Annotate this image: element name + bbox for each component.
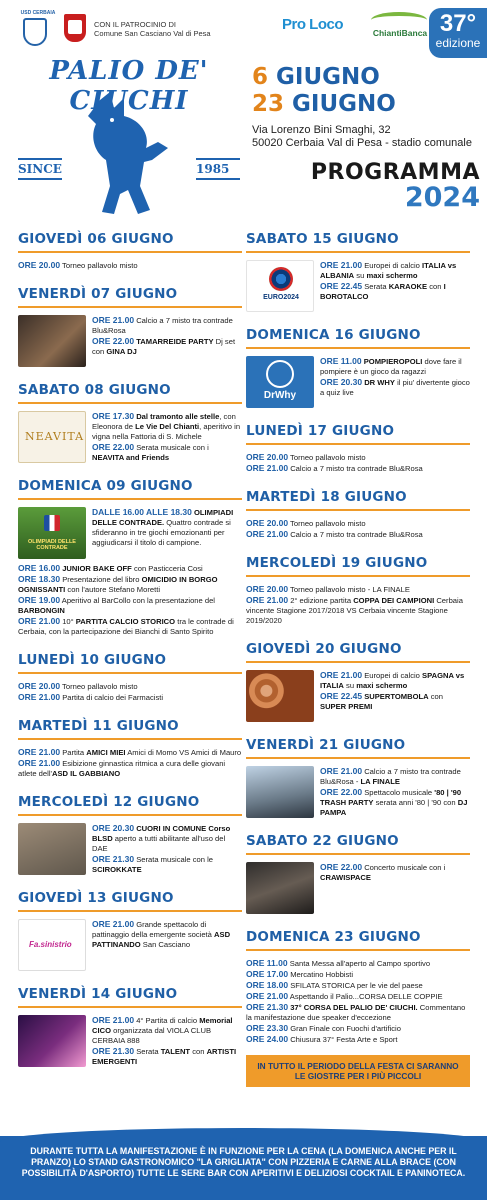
event-highlight: '80 | '90 TRASH PARTY	[320, 788, 462, 807]
palio-logo	[14, 50, 244, 220]
event-block	[18, 315, 242, 367]
event-highlight: AMICI MIEI	[86, 748, 126, 757]
event-highlight: ARTISTI EMERGENTI	[92, 1047, 237, 1066]
event-time: ORE 20.00	[18, 260, 61, 270]
header	[0, 0, 487, 222]
date-end-month: GIUGNO	[292, 91, 396, 117]
event-text: serata anni '80 | '90 con	[375, 798, 456, 807]
tombola-photo	[246, 670, 314, 722]
event	[320, 670, 470, 691]
event-time: ORE 11.00	[320, 356, 362, 366]
event-text: aperto a tutti abilitante all'uso del DAE	[92, 834, 226, 853]
event-text: con Pasticceria Cosi	[133, 564, 203, 573]
address-line-2: 50020 Cerbaia Val di Pesa - stadio comunale	[252, 137, 472, 149]
event-highlight: 37° CORSA DEL PALIO DE' CIUCHI.	[290, 1003, 418, 1012]
event-text: Quattro contrade si sfideranno in tre giochi emozionanti per aggiudicarsi il titolo di campione.	[92, 518, 231, 547]
date-end	[252, 91, 484, 118]
day-20-giugno	[246, 638, 470, 722]
neavita-logo	[18, 411, 86, 463]
event-time: ORE 21.00	[320, 766, 363, 776]
day-title: GIOVEDÌ 06 GIUGNO	[18, 228, 242, 253]
event	[92, 854, 242, 875]
patrocinio-line-1: CON IL PATROCINIO DI	[94, 20, 176, 29]
event	[246, 529, 470, 540]
edition-word: edizione	[435, 36, 481, 50]
event-text: San Casciano	[142, 940, 191, 949]
event-highlight: CUORI IN COMUNE	[136, 824, 207, 833]
dj-pampa-photo	[246, 766, 314, 818]
event-text: su	[346, 681, 355, 690]
event-text: Chiusura 37° Festa Arte e Sport	[290, 1035, 398, 1044]
event-text: SFILATA STORICA per le vie del paese	[290, 981, 423, 990]
event-highlight: ITALIA vs ALBANIA	[320, 261, 457, 280]
day-title: DOMENICA 16 GIUGNO	[246, 324, 470, 349]
event-highlight: SPAGNA vs ITALIA	[320, 671, 465, 690]
event	[92, 315, 242, 336]
event-text: Commentano la manifestazione due speaker d'eccezione	[246, 1003, 466, 1022]
footer-text: DURANTE TUTTA LA MANIFESTAZIONE È IN FUNZIONE PER LA CENA (LA DOMENICA ANCHE PER IL PRANZO) LO STAND GASTRONOMICO "LA GRIGLIATA" CON PIZZERIA E CARNE ALLA BRACE (CON POSSIBILITÀ D'ASPORTO) TUTTE LE SERE BAR CON APERITIVI E DELIZIOSI COCKTAIL E PANINOTECA.	[21, 1146, 466, 1178]
event-text: organizzata dal VIOLA CLUB CERBAIA 888	[92, 1026, 212, 1045]
event-block	[246, 260, 470, 312]
event-text: Calcio a 7 misto tra contrade Blu&Rosa	[92, 316, 233, 335]
day-title: VENERDÌ 07 GIUGNO	[18, 283, 242, 308]
event	[92, 919, 242, 950]
event-text: Dj set con	[92, 337, 236, 356]
event-text: Partita	[62, 748, 85, 757]
event	[246, 1023, 470, 1034]
event-time: ORE 22.45	[320, 281, 363, 291]
event-highlight: Corso BLSD	[92, 824, 231, 843]
day-title: MERCOLEDÌ 19 GIUGNO	[246, 552, 470, 577]
event-time: ORE 21.00	[18, 616, 61, 626]
founding-year: 1985	[196, 156, 240, 182]
day-title: SABATO 15 GIUGNO	[246, 228, 470, 253]
event	[246, 1034, 470, 1045]
group-photo	[18, 823, 86, 875]
day-14-giugno	[18, 983, 242, 1067]
euro2024-logo-text: EURO2024	[263, 294, 299, 301]
event-text: con l'autore Stefano Moretti	[67, 585, 161, 594]
day-title: VENERDÌ 14 GIUGNO	[18, 983, 242, 1008]
pattinando-logo	[18, 919, 86, 971]
event	[246, 980, 470, 991]
day-title: GIOVEDÌ 13 GIUGNO	[18, 887, 242, 912]
olimpiadi-image-text: OLIMPIADI DELLE CONTRADE	[28, 539, 76, 551]
event-time: ORE 20.30	[320, 377, 363, 387]
day-19-giugno	[246, 552, 470, 626]
address-line-1: Via Lorenzo Bini Smaghi, 32	[252, 124, 391, 136]
since-label: SINCE	[18, 156, 62, 182]
event	[18, 747, 242, 758]
event-text: 10°	[62, 617, 74, 626]
event-text: Serata	[364, 282, 387, 291]
giostre-note: IN TUTTO IL PERIODO DELLA FESTA CI SARANNO LE GIOSTRE PER I PIÙ PICCOLI	[246, 1055, 470, 1087]
event-time: ORE 11.00	[246, 958, 288, 968]
event-time: ORE 22.00	[92, 442, 135, 452]
event-text: con	[430, 692, 443, 701]
event	[92, 411, 242, 442]
event-list	[320, 670, 470, 722]
event-time: ORE 19.00	[18, 595, 61, 605]
event	[320, 377, 470, 398]
drwhy-logo-text: DrWhy	[263, 390, 297, 401]
event-text: dove fare il pompiere è un gioco da ragazzi	[320, 357, 462, 376]
event-highlight: OLIMPIADI DELLE CONTRADE.	[92, 508, 234, 527]
event-time: ORE 20.00	[246, 518, 289, 528]
event-text: Europei di calcio	[364, 671, 420, 680]
event-time: ORE 22.00	[320, 787, 363, 797]
event-time: ORE 21.00	[92, 1015, 135, 1025]
event-highlight: SUPER PREMI	[320, 702, 373, 711]
event-time: DALLE 16.00 ALLE 18.30	[92, 507, 192, 517]
edition-number: 37°	[439, 10, 477, 37]
event	[92, 1046, 242, 1067]
event-time: ORE 21.00	[92, 919, 135, 929]
event	[320, 691, 470, 712]
event-text: Aperitivo al BarCollo con la presentazione del	[61, 596, 215, 605]
event-time: ORE 20.00	[246, 452, 289, 462]
event-highlight: NEAVITA and Friends	[92, 453, 170, 462]
event	[246, 452, 470, 463]
pattinando-logo-text: Fa.sinistrio	[29, 940, 72, 949]
event-time: ORE 21.00	[246, 991, 289, 1001]
day-06-giugno	[18, 228, 242, 271]
event-text: Torneo pallavolo misto	[62, 261, 138, 270]
event-highlight: TALENT	[160, 1047, 191, 1056]
shield-icon	[23, 18, 47, 46]
day-10-giugno	[18, 649, 242, 703]
event	[320, 766, 470, 787]
event-block	[246, 356, 470, 408]
patrocinio-text	[94, 20, 211, 38]
sponsor-logos	[0, 6, 487, 52]
event-text: Presentazione del libro	[62, 575, 140, 584]
edition-badge	[429, 8, 487, 58]
day-08-giugno	[18, 379, 242, 463]
event-time: ORE 21.30	[92, 1046, 135, 1056]
event-block	[246, 766, 470, 818]
event-time: ORE 18.00	[246, 980, 289, 990]
neavita-logo-text: NEAVITA	[25, 430, 85, 443]
event-time: ORE 20.00	[246, 584, 289, 594]
date-end-day: 23	[252, 91, 285, 117]
event-time: ORE 20.30	[92, 823, 135, 833]
day-12-giugno	[18, 791, 242, 875]
event-time: ORE 21.30	[92, 854, 135, 864]
date-start-month: GIUGNO	[276, 64, 380, 90]
event-list	[320, 356, 470, 408]
flag-icon	[44, 515, 60, 531]
event	[18, 595, 242, 616]
event-text: Calcio a 7 misto tra contrade Blu&Rosa -	[320, 767, 461, 786]
euro2024-logo	[246, 260, 314, 312]
event-text: Santa Messa all'aperto al Campo sportivo	[289, 959, 431, 968]
day-11-giugno	[18, 715, 242, 779]
event-time: ORE 21.00	[320, 260, 363, 270]
event	[246, 958, 470, 969]
event-list	[320, 260, 470, 312]
day-title: MARTEDÌ 11 GIUGNO	[18, 715, 242, 740]
event-text: Torneo pallavolo misto	[290, 453, 366, 462]
event-time: ORE 21.00	[246, 463, 289, 473]
event	[246, 595, 470, 626]
event-list	[92, 823, 242, 875]
event-text: Concerto musicale con i	[364, 863, 446, 872]
programma-year: 2024	[404, 182, 480, 213]
event-highlight: SCIROKKATE	[92, 865, 142, 874]
event-list	[320, 862, 470, 914]
event	[320, 260, 470, 281]
club-logo	[18, 10, 56, 50]
event-block	[18, 1015, 242, 1067]
event	[320, 281, 470, 302]
event-highlight: maxi schermo	[366, 271, 418, 280]
event-time: ORE 21.00	[246, 595, 289, 605]
event	[92, 1015, 242, 1046]
event-text: Serata musicale con le	[136, 855, 214, 864]
event-text: Torneo pallavolo misto - LA FINALE	[290, 585, 410, 594]
event-time: ORE 17.30	[92, 411, 135, 421]
dj-photo	[18, 315, 86, 367]
event-text: tra le contrade di Cerbaia, con la partecipazione dei Bianchi di Santo Spirito	[18, 617, 234, 636]
event-time: ORE 21.00	[320, 670, 363, 680]
event	[18, 260, 242, 271]
event-text: Calcio a 7 misto tra contrade Blu&Rosa	[290, 464, 423, 473]
event-text: Aspettando il Palio...CORSA DELLE COPPIE	[289, 992, 443, 1001]
day-17-giugno	[246, 420, 470, 474]
event-time: ORE 22.00	[320, 862, 363, 872]
day-title: VENERDÌ 21 GIUGNO	[246, 734, 470, 759]
talent-photo	[18, 1015, 86, 1067]
event-text: Spettacolo musicale	[364, 788, 433, 797]
event-highlight: ASD PATTINANDO	[92, 930, 231, 949]
right-column	[246, 228, 470, 1099]
event-text: Serata musicale con i	[136, 443, 209, 452]
event-highlight: maxi schermo	[356, 681, 408, 690]
event-time: ORE 22.45	[320, 691, 363, 701]
event-list	[92, 315, 242, 367]
event	[18, 692, 242, 703]
day-21-giugno	[246, 734, 470, 818]
event-text: Torneo pallavolo misto	[62, 682, 138, 691]
event	[246, 463, 470, 474]
event-dates	[252, 64, 484, 118]
event-highlight: KARAOKE	[388, 282, 428, 291]
event-highlight: ASD IL GABBIANO	[51, 769, 121, 778]
event-text: con	[192, 1047, 205, 1056]
event-block	[246, 862, 470, 914]
event-text: Amici di Momo VS Amici di Mauro	[127, 748, 242, 757]
band-photo	[246, 862, 314, 914]
event-highlight: GINA DJ	[106, 347, 137, 356]
day-title: DOMENICA 09 GIUGNO	[18, 475, 242, 500]
event-highlight: COPPA DEI CAMPIONI	[353, 596, 435, 605]
day-15-giugno	[246, 228, 470, 312]
programma-label: PROGRAMMA	[310, 160, 480, 185]
event	[18, 616, 242, 637]
event-list	[92, 919, 242, 971]
event-text: Esibizione ginnastica ritmica a cura delle giovani atlete dell'	[18, 759, 226, 778]
day-16-giugno	[246, 324, 470, 408]
event-highlight: BARBONGIN	[18, 606, 65, 615]
event	[18, 574, 242, 595]
event-time: ORE 21.00	[18, 692, 61, 702]
face-icon	[266, 360, 294, 388]
event-text: , aperitivo in vigna nella Fattoria di S. Michele	[92, 422, 241, 441]
event-block	[18, 411, 242, 463]
event	[92, 336, 242, 357]
event	[320, 862, 470, 883]
olimpiadi-image	[18, 507, 86, 559]
programma-heading	[270, 160, 480, 211]
event-text: Cerbaia vincente Stagione 2017/2018 VS Cerbaia vincente Stagione 2019/2020	[246, 596, 463, 625]
patrocinio-line-2: Comune San Casciano Val di Pesa	[94, 29, 211, 38]
day-13-giugno	[18, 887, 242, 971]
day-title: DOMENICA 23 GIUGNO	[246, 926, 470, 951]
event	[18, 758, 242, 779]
donkey-icon	[80, 90, 176, 218]
day-title: SABATO 22 GIUGNO	[246, 830, 470, 855]
day-title: SABATO 08 GIUGNO	[18, 379, 242, 404]
event	[18, 681, 242, 692]
event-block	[246, 670, 470, 722]
event	[92, 823, 242, 854]
day-title: MARTEDÌ 18 GIUGNO	[246, 486, 470, 511]
drwhy-logo	[246, 356, 314, 408]
crest-icon	[64, 14, 86, 42]
event	[320, 356, 470, 377]
event-time: ORE 16.00	[18, 563, 61, 573]
event-text: Partita di calcio dei Farmacisti	[62, 693, 164, 702]
event-block	[18, 507, 242, 559]
proloco-logo	[282, 16, 362, 46]
event-text: Gran Finale con Fuochi d'artificio	[290, 1024, 401, 1033]
event	[92, 507, 242, 548]
club-name: USD CERBAIA	[20, 10, 56, 16]
event	[246, 991, 470, 1002]
event-highlight: Dal tramonto alle stelle	[136, 412, 220, 421]
date-start-day: 6	[252, 64, 269, 90]
left-column	[18, 228, 242, 1079]
event-time: ORE 17.00	[246, 969, 289, 979]
day-23-giugno	[246, 926, 470, 1087]
event-highlight: DJ PAMPA	[320, 798, 468, 817]
day-22-giugno	[246, 830, 470, 914]
event-time: ORE 22.00	[92, 336, 135, 346]
day-title: LUNEDÌ 10 GIUGNO	[18, 649, 242, 674]
event-time: ORE 21.00	[246, 529, 289, 539]
event-highlight: TAMARREIDE PARTY	[136, 337, 214, 346]
event-text: Torneo pallavolo misto	[290, 519, 366, 528]
event-highlight: SUPERTOMBOLA	[364, 692, 429, 701]
event-highlight: DR WHY	[364, 378, 395, 387]
event-highlight: I BOROTALCO	[320, 282, 446, 301]
event-list	[92, 411, 242, 463]
day-title: LUNEDÌ 17 GIUGNO	[246, 420, 470, 445]
day-09-giugno	[18, 475, 242, 637]
event-highlight: Le Vie Del Chianti	[135, 422, 200, 431]
chiantibanca-logo	[365, 12, 435, 48]
event-text: Calcio a 7 misto tra contrade Blu&Rosa	[290, 530, 423, 539]
event-highlight: LA FINALE	[360, 777, 400, 786]
day-title: MERCOLEDÌ 12 GIUGNO	[18, 791, 242, 816]
event-list	[92, 507, 242, 559]
event-text: con	[429, 282, 442, 291]
event-time: ORE 21.30	[246, 1002, 289, 1012]
event-time: ORE 21.00	[18, 758, 61, 768]
event-highlight: CRAWISPACE	[320, 873, 371, 882]
event-text: su	[356, 271, 365, 280]
chiantibanca-name: ChiantiBanca	[372, 28, 428, 38]
address	[252, 124, 484, 150]
event-text: Serata	[136, 1047, 159, 1056]
event-time: ORE 24.00	[246, 1034, 289, 1044]
day-18-giugno	[246, 486, 470, 540]
event-time: ORE 23.30	[246, 1023, 289, 1033]
event	[246, 1002, 470, 1023]
event-text: Mercatino Hobbisti	[290, 970, 354, 979]
event-time: ORE 18.30	[18, 574, 61, 584]
event-block	[18, 919, 242, 971]
event-text: 4° Partita di calcio	[136, 1016, 198, 1025]
day-07-giugno	[18, 283, 242, 367]
patrocinio	[64, 14, 214, 46]
event-highlight: OMICIDIO IN BORGO OGNISSANTI	[18, 575, 218, 594]
event-highlight: POMPIEROPOLI	[363, 357, 423, 366]
event	[18, 563, 242, 574]
event	[92, 442, 242, 463]
event	[246, 969, 470, 980]
event	[246, 518, 470, 529]
event-text: Grande spettacolo di pattinaggio della emergente società	[92, 920, 212, 939]
event-text: il piu' divertente gioco a quiz live	[320, 378, 470, 397]
event-time: ORE 21.00	[92, 315, 135, 325]
event-highlight: JUNIOR BAKE OFF	[62, 564, 132, 573]
event-time: ORE 21.00	[18, 747, 61, 757]
event-highlight: Memorial CICO	[92, 1016, 233, 1035]
event-text: 2° edizione partita	[290, 596, 352, 605]
event-block	[18, 823, 242, 875]
arc-icon	[371, 12, 427, 28]
event-text: , con Eleonora de	[92, 412, 236, 431]
event-text: Europei di calcio	[364, 261, 420, 270]
footer-banner	[0, 1136, 487, 1200]
day-title: GIOVEDÌ 20 GIUGNO	[246, 638, 470, 663]
event-highlight: PARTITA CALCIO STORICO	[75, 617, 176, 626]
event	[246, 584, 470, 595]
euro-trophy-icon	[269, 267, 293, 291]
event-list	[320, 766, 470, 818]
proloco-name: Pro Loco	[282, 16, 344, 33]
event-time: ORE 20.00	[18, 681, 61, 691]
date-start	[252, 64, 484, 91]
event	[320, 787, 470, 818]
palio-title: PALIO DE' CIUCHI	[49, 56, 209, 116]
event-list	[92, 1015, 242, 1067]
